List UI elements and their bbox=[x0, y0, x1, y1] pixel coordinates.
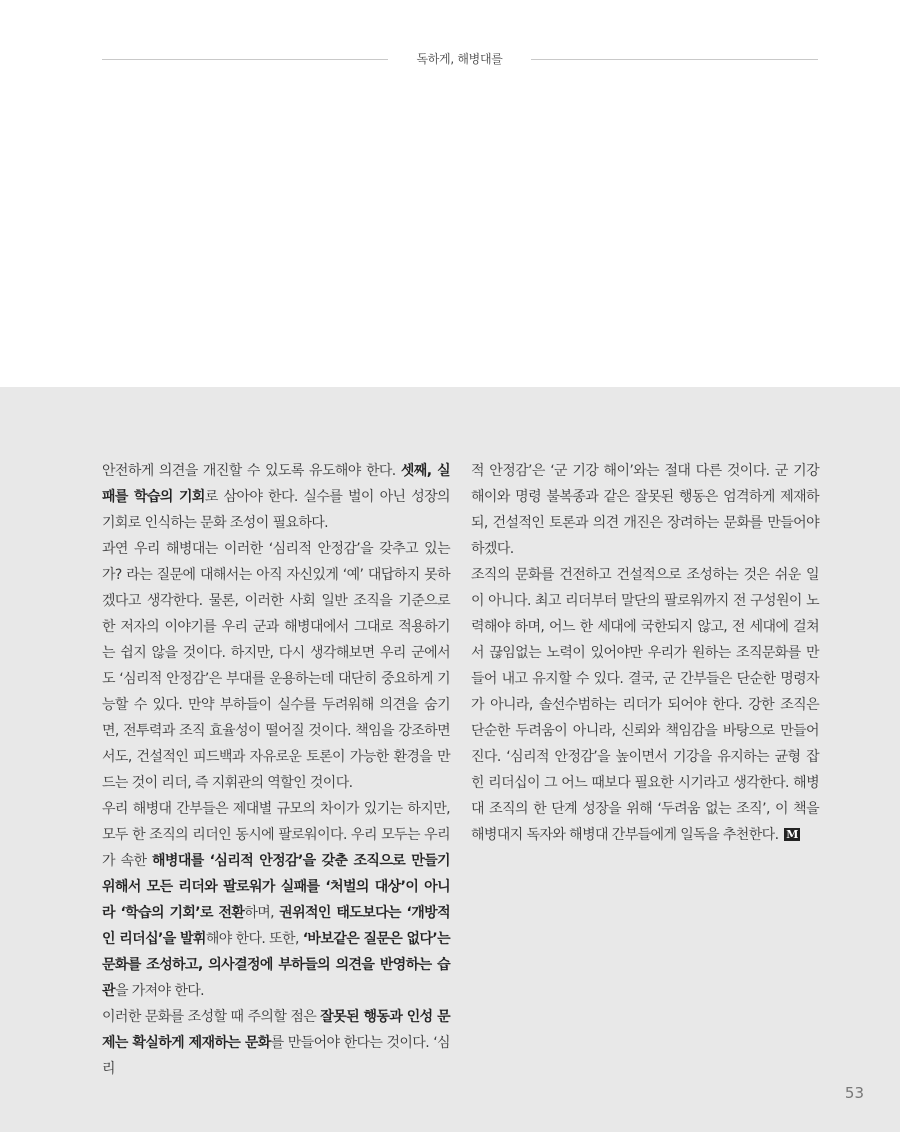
emphasis-text: ‘바보같은 질문은 없다’는 문화를 조성하고, 의사결정에 부하들의 의견을 반영하는 습관 bbox=[102, 931, 451, 999]
body-text: 이러한 문화를 조성할 때 주의할 점은 bbox=[102, 1009, 321, 1025]
paragraph bbox=[102, 796, 450, 1004]
body-text: 과연 우리 해병대는 이러한 ‘심리적 안정감’을 갖추고 있는가? 라는 질문에 대해서는 아직 자신있게 ‘예’ 대답하지 못하겠다고 생각한다. 물론, 이러한 사회 일반 조직을 기준으로 한 저자의 이야기를 우리 군과 해병대에서 그대로 적용하기는 쉽지 않을 것이다. 하지만, 다시 생각해보면 우리 군에서도 ‘심리적 안정감’은 부대를 운용하는데 대단히 중요하게 기능할 수 있다. 만약 부하들이 실수를 두려워해 의견을 숨기면, 전투력과 조직 효율성이 떨어질 것이다. 책임을 강조하면서도, 건설적인 피드백과 자유로운 토론이 가능한 환경을 만드는 것이 리더, 즉 지휘관의 역할인 것이다. bbox=[102, 541, 450, 791]
body-text: 적 안정감’은 ‘군 기강 해이’와는 절대 다른 것이다. 군 기강 해이와 명령 불복종과 같은 잘못된 행동은 엄격하게 제재하되, 건설적인 토론과 의견 개진은 장려하는 문화를 만들어야 하겠다. bbox=[471, 463, 819, 557]
emphasis-text: 해병대를 ‘심리적 안정감’을 갖춘 조직으로 만들기 위해서 모든 리더와 팔로워가 실패를 ‘처벌의 대상’이 아니라 ‘학습의 기회’로 전환 bbox=[102, 853, 450, 921]
body-text: 안전하게 의견을 개진할 수 있도록 유도해야 한다. bbox=[102, 463, 401, 479]
header-rule-left bbox=[102, 59, 388, 60]
emphasis-text: 권위적인 태도보다는 ‘개방적인 리더십’을 발휘 bbox=[102, 905, 450, 947]
paragraph bbox=[471, 458, 819, 562]
text-column-right bbox=[471, 458, 819, 848]
body-text: 조직의 문화를 건전하고 건설적으로 조성하는 것은 쉬운 일이 아니다. 최고 리더부터 말단의 팔로워까지 전 구성원이 노력해야 하며, 어느 한 세대에 국한되지 않고, 전 세대에 걸쳐서 끊임없는 노력이 있어야만 우리가 원하는 조직문화를 만들어 내고 유지할 수 있다. 결국, 군 간부들은 단순한 명령자가 아니라, 솔선수범하는 리더가 되어야 한다. 강한 조직은 단순한 두려움이 아니라, 신뢰와 책임감을 바탕으로 만들어 진다. ‘심리적 안정감’을 높이면서 기강을 유지하는 균형 잡힌 리더십이 그 어느 때보다 필요한 시기라고 생각한다. 해병대 조직의 한 단계 성장을 위해 ‘두려움 없는 조직’, 이 책을 해병대지 독자와 해병대 간부들에게 일독을 추천한다. bbox=[471, 567, 819, 843]
header-rule-right bbox=[531, 59, 818, 60]
paragraph bbox=[471, 562, 819, 848]
emphasis-text: 잘못된 행동과 인성 문제는 확실하게 제재하는 문화 bbox=[102, 1009, 451, 1051]
paragraph bbox=[102, 1004, 450, 1082]
body-text: 로 삼아야 한다. 실수를 벌이 아닌 성장의 기회로 인식하는 문화 조성이 필요하다. bbox=[102, 489, 450, 531]
page-number: 53 bbox=[844, 1084, 864, 1102]
body-text: 를 만들어야 한다는 것이다. ‘심리 bbox=[102, 1035, 450, 1077]
paragraph bbox=[102, 536, 450, 796]
emphasis-text: 셋째, 실패를 학습의 기회 bbox=[102, 463, 451, 505]
paragraph bbox=[102, 458, 450, 536]
body-text: 해야 한다. 또한, bbox=[205, 931, 303, 947]
header-title: 독하게, 해병대를 bbox=[416, 52, 503, 66]
body-text: 을 가져야 한다. bbox=[114, 983, 205, 999]
end-mark-icon: M bbox=[786, 828, 798, 841]
running-header bbox=[102, 50, 818, 70]
body-text: 우리 해병대 간부들은 제대별 규모의 차이가 있기는 하지만, 모두 한 조직의 리더인 동시에 팔로워이다. 우리 모두는 우리가 속한 bbox=[102, 801, 450, 869]
body-text: 하며, bbox=[244, 905, 280, 921]
text-column-left bbox=[102, 458, 450, 1082]
